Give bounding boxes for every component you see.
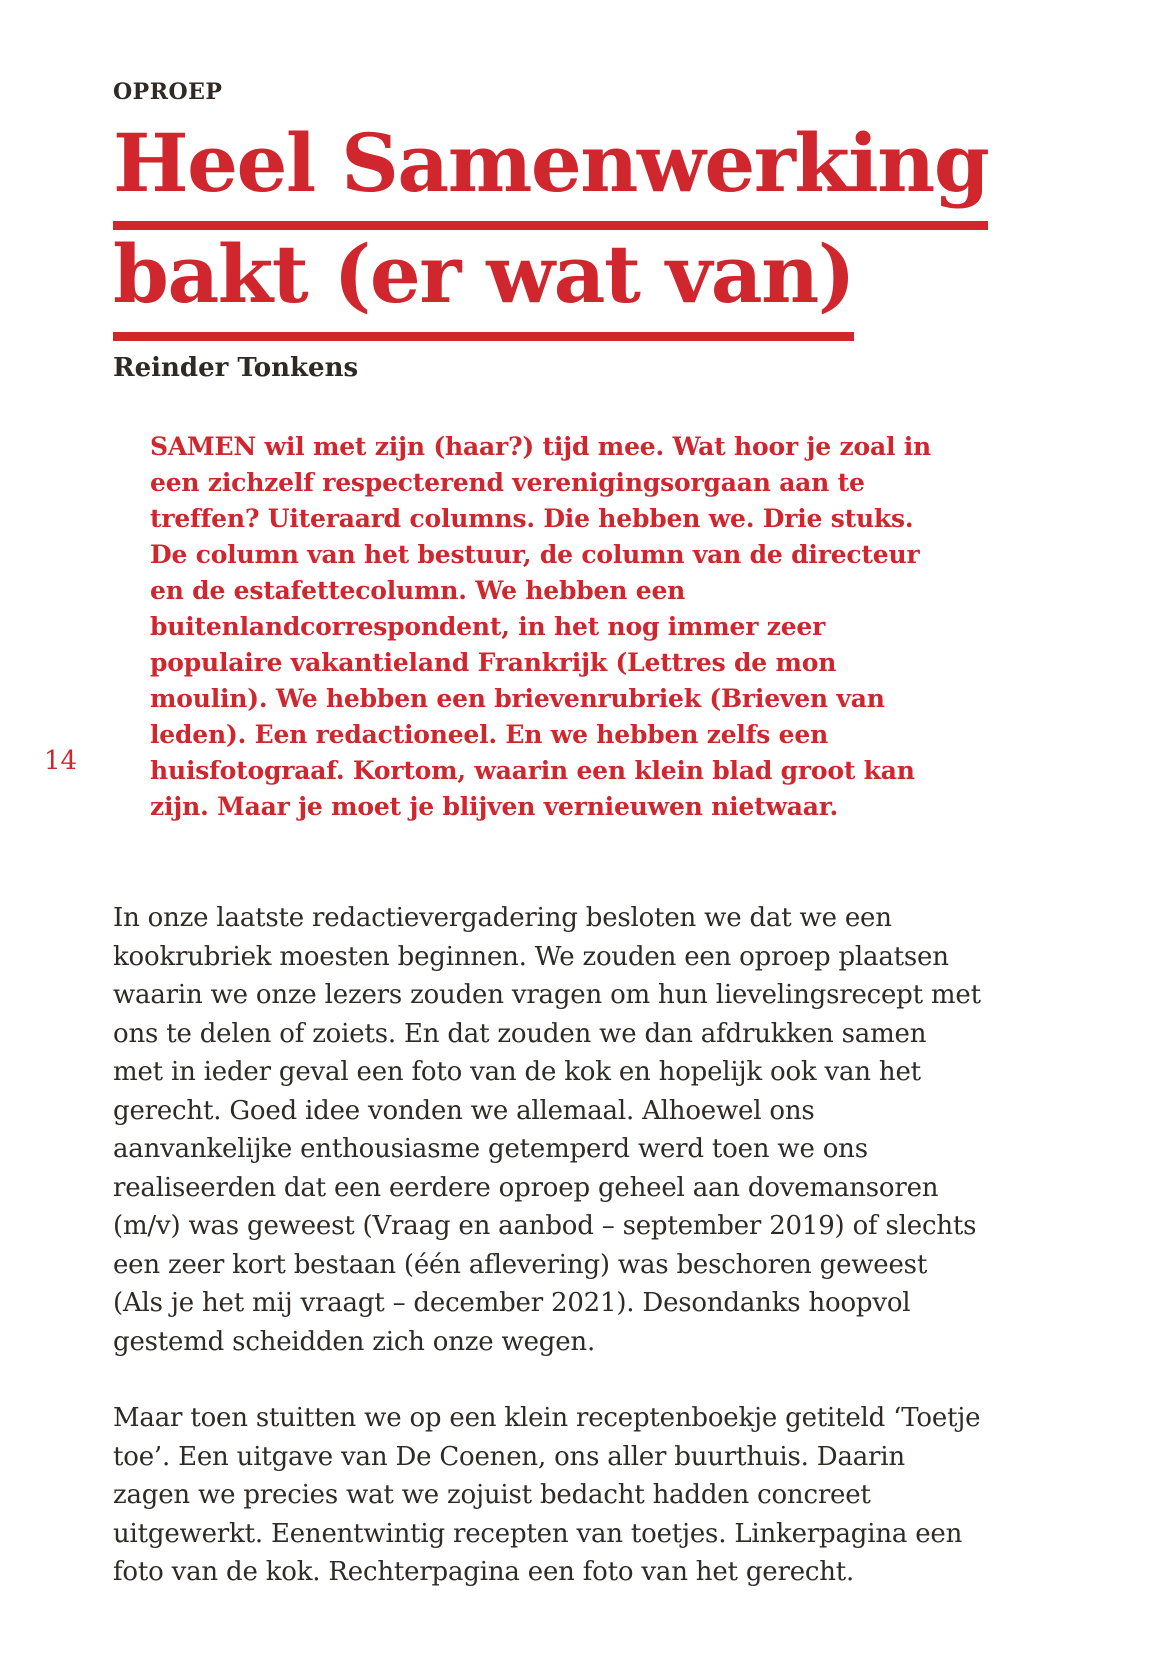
article-title-line2: bakt (er wat van)	[113, 230, 854, 341]
article-kicker: OPROEP	[113, 79, 223, 105]
article-title	[113, 116, 989, 341]
article-column	[113, 79, 989, 1592]
article-paragraph: Maar toen stuitten we op een klein receptenboekje getiteld ‘Toetje toe’. Een uitgave van De Coenen, ons aller buurthuis. Daarin zagen we precies wat we zojuist bedacht hadden concreet uitgewerkt. Eenentwintig recepten van toetjes. Linkerpagina een foto van de kok. Rechterpagina een foto van het gerecht.	[113, 1403, 981, 1587]
article-paragraph: In onze laatste redactievergadering besloten we dat we een kookrubriek moesten beginnen. We zouden een oproep plaatsen waarin we onze lezers zouden vragen om hun lievelingsrecept met ons te delen of zoiets. En dat zouden we dan afdrukken samen met in ieder geval een foto van de kok en hopelijk ook van het gerecht. Goed idee vonden we allemaal. Alhoewel ons aanvankelijke enthousiasme getemperd werd toen we ons realiseerden dat een eerdere oproep geheel aan dovemansoren (m/v) was geweest (Vraag en aanbod – september 2019) of slechts een zeer kort bestaan (één aflevering) was beschoren geweest (Als je het mij vraagt – december 2021). Desondanks hoopvol gestemd scheidden zich onze wegen.	[113, 903, 981, 1357]
article-author: Reinder Tonkens	[113, 353, 359, 383]
article-title-line1: Heel Samenwerking	[113, 119, 988, 230]
page-number: 14	[44, 746, 78, 776]
article-intro: SAMEN wil met zijn (haar?) tijd mee. Wat hoor je zoal in een zichzelf respecterend verenigingsorgaan aan te treffen? Uiteraard columns. Die hebben we. Drie stuks. De column van het bestuur, de column van de directeur en de estafettecolumn. We hebben een buitenlandcorrespondent, in het nog immer zeer populaire vakantieland Frankrijk (Lettres de mon moulin). We hebben een brievenrubriek (Brieven van leden). Een redactioneel. En we hebben zelfs een huisfotograaf. Kortom, waarin een klein blad groot kan zijn. Maar je moet je blijven vernieuwen nietwaar.	[150, 432, 932, 821]
